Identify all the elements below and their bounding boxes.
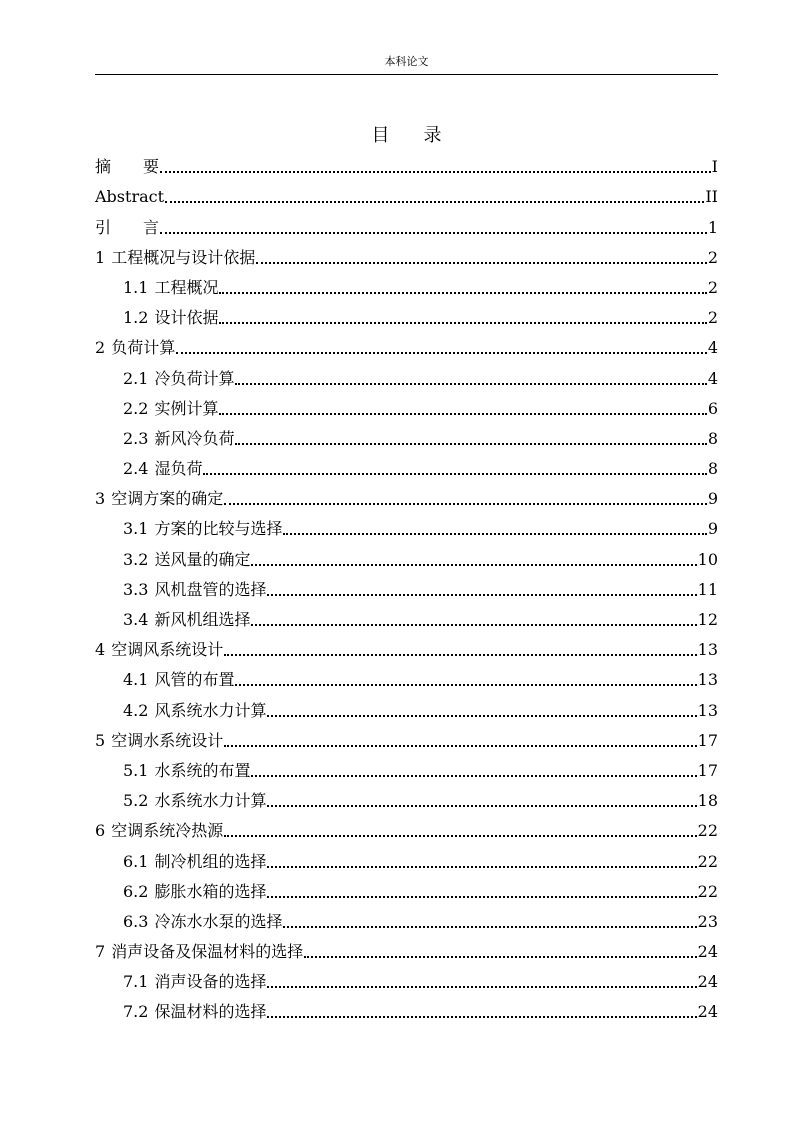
toc-entry-page: 13 bbox=[697, 670, 718, 690]
toc-entry-page: 23 bbox=[697, 911, 718, 931]
toc-entry-title: 摘 要 bbox=[95, 157, 160, 177]
toc-entry-page: 18 bbox=[697, 791, 718, 811]
toc-entry-page: 22 bbox=[697, 881, 718, 901]
toc-entry[interactable] bbox=[95, 665, 718, 695]
toc-entry-page: 24 bbox=[697, 972, 718, 992]
toc-entry-label bbox=[95, 816, 223, 846]
toc-entry-number: 3.1 bbox=[123, 519, 149, 539]
toc-entry-page: 13 bbox=[697, 640, 718, 660]
toc-entry-page: 9 bbox=[707, 519, 718, 539]
toc-entry-title: 设计依据 bbox=[154, 308, 219, 328]
toc-entry-title: 新风冷负荷 bbox=[154, 428, 235, 448]
toc-entry-page: 13 bbox=[697, 700, 718, 720]
dot-leader bbox=[267, 715, 696, 717]
toc-entry[interactable] bbox=[95, 152, 718, 182]
dot-leader bbox=[251, 564, 696, 566]
toc-entry-title: 空调系统冷热源 bbox=[111, 821, 224, 841]
dot-leader bbox=[165, 201, 704, 203]
toc-entry-title: Abstract bbox=[95, 187, 165, 207]
toc-entry-title: 膨胀水箱的选择 bbox=[154, 881, 267, 901]
toc-entry-label bbox=[123, 394, 218, 424]
toc-entry-page: 10 bbox=[697, 549, 718, 569]
dot-leader bbox=[219, 292, 706, 294]
toc-entry[interactable] bbox=[95, 695, 718, 725]
toc-entry-label bbox=[95, 243, 255, 273]
toc-entry-number: 2 bbox=[95, 338, 106, 358]
toc-entry-page: 11 bbox=[697, 579, 718, 599]
toc-entry-title: 消声设备及保温材料的选择 bbox=[111, 942, 304, 962]
toc-entry-page: 17 bbox=[697, 760, 718, 780]
toc-entry-number: 2.4 bbox=[123, 459, 149, 479]
toc-entry-title: 送风量的确定 bbox=[154, 549, 251, 569]
toc-entry-number: 5.1 bbox=[123, 760, 149, 780]
toc-entry-title: 水系统水力计算 bbox=[154, 791, 267, 811]
toc-entry-label bbox=[123, 514, 282, 544]
toc-entry-number: 3.4 bbox=[123, 610, 149, 629]
dot-leader bbox=[219, 322, 706, 324]
toc-entry-number: 5.2 bbox=[123, 791, 149, 811]
dot-leader bbox=[235, 684, 696, 686]
toc-entry-label bbox=[95, 152, 159, 182]
toc-entry-title: 工程概况与设计依据 bbox=[111, 247, 256, 267]
toc-entry[interactable] bbox=[95, 997, 718, 1027]
toc-entry[interactable] bbox=[95, 967, 718, 997]
toc-entry-page: 2 bbox=[707, 247, 718, 267]
toc-entry-number: 2.1 bbox=[123, 368, 149, 388]
dot-leader bbox=[304, 956, 696, 958]
toc-entry-page: 2 bbox=[707, 277, 718, 297]
toc-entry-label bbox=[123, 696, 266, 726]
toc-entry-label bbox=[95, 726, 223, 756]
toc-entry-title: 引 言 bbox=[95, 217, 160, 237]
toc-entry-label bbox=[123, 997, 266, 1027]
toc-entry-label bbox=[95, 937, 303, 967]
dot-leader bbox=[283, 533, 706, 535]
toc-entry-label bbox=[123, 273, 218, 303]
toc-entry-number: 4.2 bbox=[123, 700, 149, 720]
toc-entry-page: 22 bbox=[697, 821, 718, 841]
toc-entry[interactable] bbox=[95, 937, 718, 967]
toc-entry-number: 7 bbox=[95, 942, 106, 962]
toc-entry-title: 风系统水力计算 bbox=[154, 700, 267, 720]
dot-leader bbox=[267, 805, 696, 807]
toc-title bbox=[95, 124, 718, 148]
toc-entry[interactable] bbox=[95, 212, 718, 242]
toc-entry-label bbox=[95, 213, 159, 243]
dot-leader bbox=[224, 503, 707, 505]
toc-entry-label bbox=[95, 333, 175, 363]
dot-leader bbox=[251, 624, 696, 626]
toc-entry-page: 4 bbox=[707, 338, 718, 358]
toc-entry-number: 6 bbox=[95, 821, 106, 841]
toc-entry-title: 水系统的布置 bbox=[154, 760, 251, 780]
toc-entry-title: 方案的比较与选择 bbox=[154, 519, 283, 539]
toc-entry[interactable] bbox=[95, 333, 718, 363]
toc-entry-page: 6 bbox=[707, 398, 718, 418]
dot-leader bbox=[176, 352, 707, 354]
toc-entry-number: 7.1 bbox=[123, 972, 149, 992]
toc-entry[interactable] bbox=[95, 605, 718, 635]
toc-entry-page: 22 bbox=[697, 851, 718, 871]
toc-entry-page: 24 bbox=[697, 942, 718, 962]
toc-entry[interactable] bbox=[95, 786, 718, 816]
toc-entry-label bbox=[123, 786, 266, 816]
toc-entry[interactable] bbox=[95, 846, 718, 876]
toc-entry-title: 实例计算 bbox=[154, 398, 219, 418]
toc-title-right: 录 bbox=[423, 125, 442, 146]
toc-entry-page: 8 bbox=[707, 428, 718, 448]
dot-leader bbox=[267, 1016, 696, 1018]
toc-entry-number: 2.2 bbox=[123, 398, 149, 418]
dot-leader bbox=[203, 473, 706, 475]
toc-entry-label bbox=[123, 847, 266, 877]
toc-entry-title: 风机盘管的选择 bbox=[154, 579, 267, 599]
toc-entry-label bbox=[123, 877, 266, 907]
toc-entry-number: 5 bbox=[95, 730, 106, 750]
toc-entry-page: 8 bbox=[707, 459, 718, 479]
toc-entry[interactable] bbox=[95, 303, 718, 333]
toc-entry-title: 冷负荷计算 bbox=[154, 368, 235, 388]
dot-leader bbox=[283, 926, 696, 928]
toc-entry[interactable] bbox=[95, 394, 718, 424]
toc-entry[interactable] bbox=[95, 424, 718, 454]
toc-entry-label bbox=[123, 364, 234, 394]
toc-entry-label bbox=[95, 182, 164, 212]
dot-leader bbox=[235, 383, 706, 385]
toc-entry-number: 2.3 bbox=[123, 428, 149, 448]
table-of-contents bbox=[95, 152, 718, 1027]
dot-leader bbox=[224, 835, 696, 837]
toc-entry-title: 冷冻水水泵的选择 bbox=[154, 911, 283, 931]
toc-entry[interactable] bbox=[95, 877, 718, 907]
dot-leader bbox=[224, 654, 696, 656]
toc-entry-title: 空调风系统设计 bbox=[111, 640, 224, 660]
toc-entry-title: 负荷计算 bbox=[111, 338, 176, 358]
toc-entry-label bbox=[95, 635, 223, 665]
toc-entry[interactable] bbox=[95, 726, 718, 756]
toc-entry-page: 9 bbox=[707, 489, 718, 509]
dot-leader bbox=[267, 866, 696, 868]
toc-entry[interactable] bbox=[95, 363, 718, 393]
dot-leader bbox=[160, 171, 711, 173]
toc-entry-page: II bbox=[705, 187, 718, 207]
toc-entry[interactable] bbox=[95, 484, 718, 514]
toc-entry[interactable] bbox=[95, 544, 718, 574]
toc-entry-number: 1 bbox=[95, 247, 106, 267]
dot-leader bbox=[251, 775, 696, 777]
toc-entry-page: I bbox=[711, 157, 718, 177]
toc-entry-title: 保温材料的选择 bbox=[154, 1002, 267, 1022]
toc-entry-title: 空调水系统设计 bbox=[111, 730, 224, 750]
toc-entry-number: 1.1 bbox=[123, 277, 149, 297]
dot-leader bbox=[256, 262, 707, 264]
toc-entry[interactable] bbox=[95, 756, 718, 786]
toc-entry-label bbox=[123, 424, 234, 454]
toc-entry-number: 6.1 bbox=[123, 851, 149, 871]
toc-entry-title: 工程概况 bbox=[154, 277, 219, 297]
toc-entry-page: 12 bbox=[697, 610, 718, 629]
toc-entry-number: 3.3 bbox=[123, 579, 149, 599]
toc-entry[interactable] bbox=[95, 575, 718, 605]
dot-leader bbox=[224, 745, 696, 747]
toc-entry-number: 7.2 bbox=[123, 1002, 149, 1022]
dot-leader bbox=[235, 443, 706, 445]
toc-entry-page: 4 bbox=[707, 368, 718, 388]
toc-entry-number: 4.1 bbox=[123, 670, 149, 690]
toc-entry-label bbox=[95, 484, 223, 514]
toc-entry-page: 17 bbox=[697, 730, 718, 750]
dot-leader bbox=[219, 413, 706, 415]
toc-entry-page: 2 bbox=[707, 308, 718, 328]
toc-entry-label bbox=[123, 605, 250, 635]
toc-entry-title: 新风机组选择 bbox=[154, 610, 251, 629]
toc-entry-number: 4 bbox=[95, 640, 106, 660]
dot-leader bbox=[267, 896, 696, 898]
toc-entry-page: 24 bbox=[697, 1002, 718, 1022]
toc-entry-title: 制冷机组的选择 bbox=[154, 851, 267, 871]
toc-entry-label bbox=[123, 303, 218, 333]
toc-entry-number: 6.3 bbox=[123, 911, 149, 931]
toc-entry-page: 1 bbox=[707, 217, 718, 237]
toc-entry[interactable] bbox=[95, 816, 718, 846]
toc-entry[interactable] bbox=[95, 514, 718, 544]
header-text: 本科论文 bbox=[384, 55, 429, 68]
toc-entry[interactable] bbox=[95, 907, 718, 937]
toc-title-left: 目 bbox=[371, 125, 390, 146]
toc-entry-number: 3.2 bbox=[123, 549, 149, 569]
toc-entry-label bbox=[123, 545, 250, 575]
toc-entry-label bbox=[123, 665, 234, 695]
dot-leader bbox=[267, 986, 696, 988]
toc-entry-label bbox=[123, 967, 266, 997]
toc-entry-title: 风管的布置 bbox=[154, 670, 235, 690]
toc-entry[interactable] bbox=[95, 273, 718, 303]
page-header bbox=[95, 55, 718, 75]
toc-entry[interactable] bbox=[95, 635, 718, 665]
toc-entry-title: 空调方案的确定 bbox=[111, 489, 224, 509]
toc-entry-label bbox=[123, 454, 202, 484]
toc-entry-label bbox=[123, 756, 250, 786]
toc-entry-title: 消声设备的选择 bbox=[154, 972, 267, 992]
dot-leader bbox=[267, 594, 696, 596]
toc-entry[interactable] bbox=[95, 454, 718, 484]
toc-entry[interactable] bbox=[95, 243, 718, 273]
toc-entry-title: 湿负荷 bbox=[154, 459, 203, 479]
toc-entry-number: 3 bbox=[95, 489, 106, 509]
toc-entry-label bbox=[123, 575, 266, 605]
toc-entry-number: 6.2 bbox=[123, 881, 149, 901]
toc-entry-number: 1.2 bbox=[123, 308, 149, 328]
toc-entry[interactable] bbox=[95, 182, 718, 212]
toc-entry-label bbox=[123, 907, 282, 937]
dot-leader bbox=[160, 232, 707, 234]
